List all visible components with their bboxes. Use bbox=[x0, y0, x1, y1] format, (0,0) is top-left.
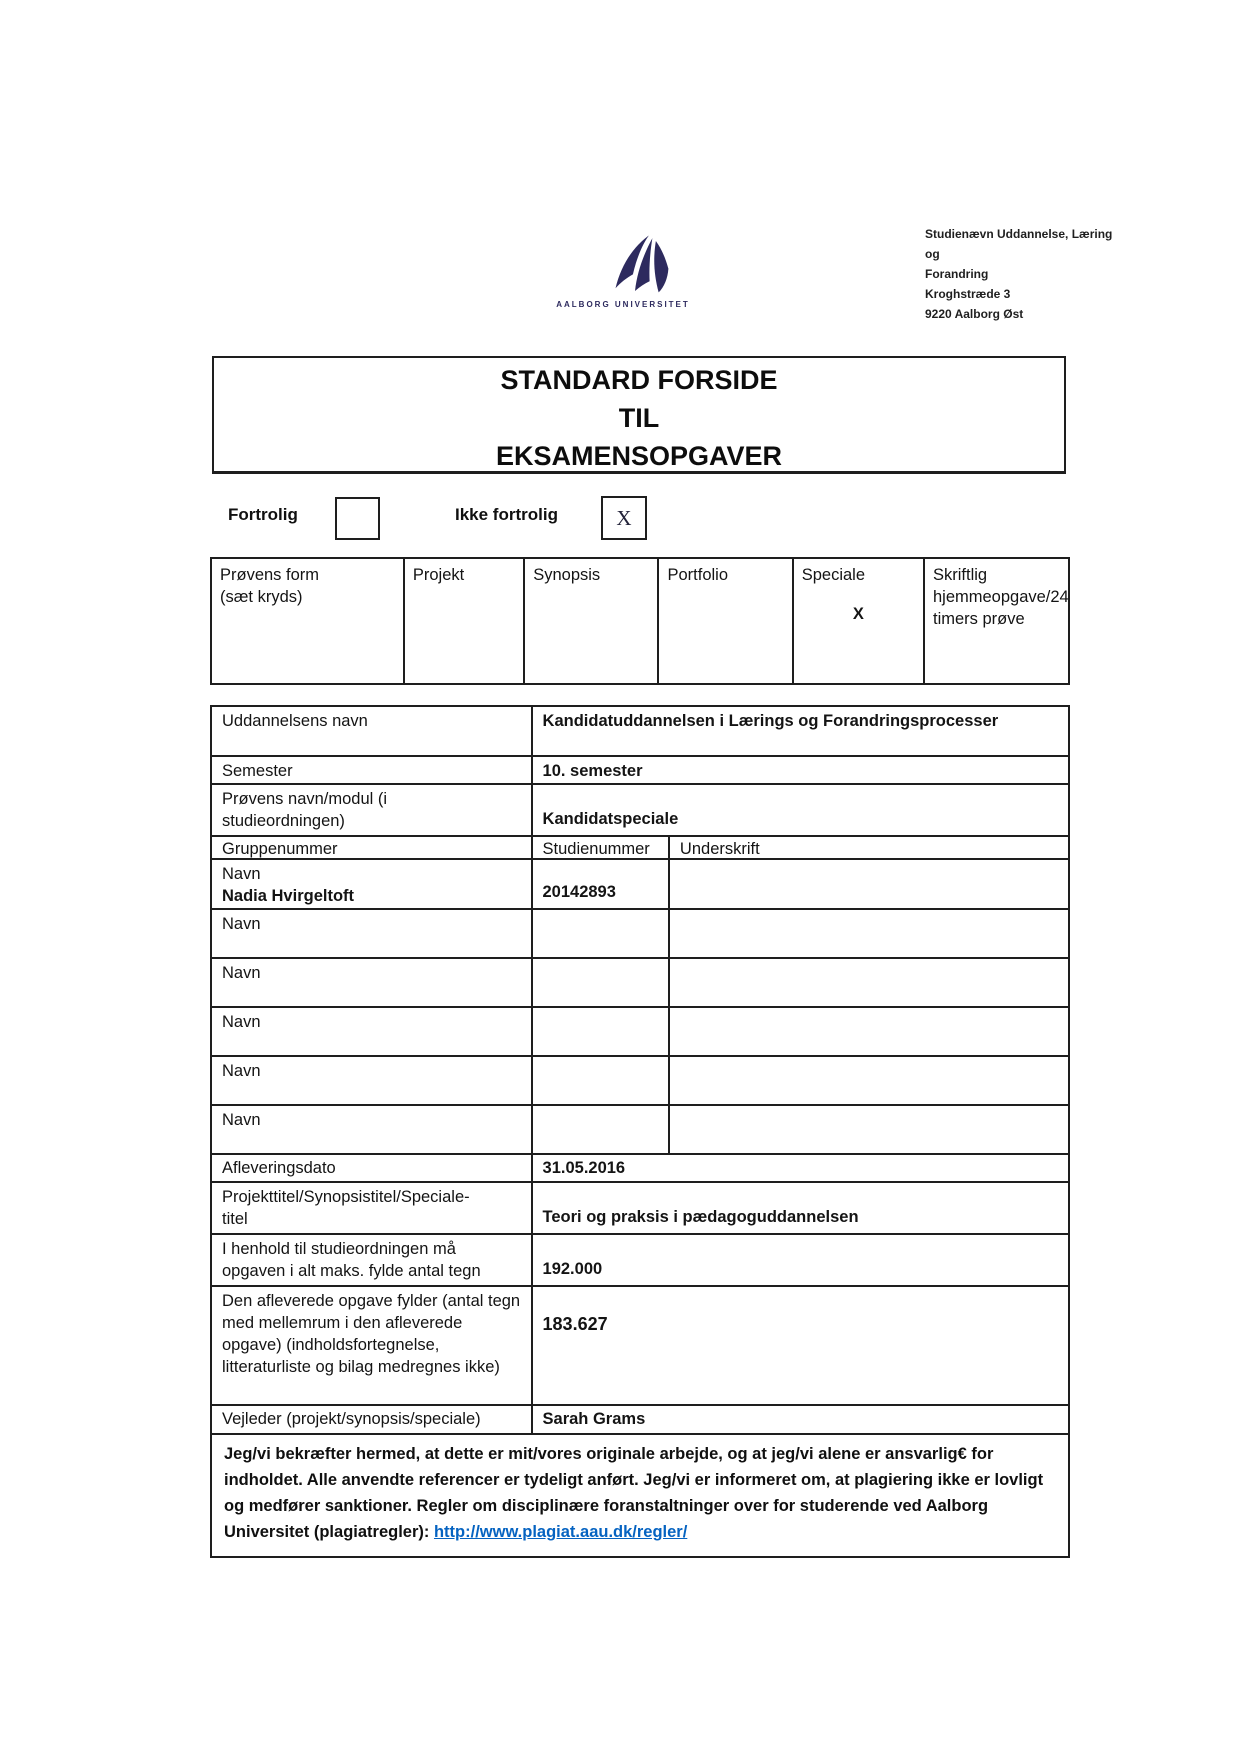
provens-navn-label bbox=[212, 785, 531, 835]
skriftlig-label: Skriftlig hjemmeopgave/24 timers prøve bbox=[932, 566, 1069, 628]
provens-navn-value: Kandidatspeciale bbox=[531, 785, 1068, 835]
row-opgave-fylder bbox=[212, 1287, 1068, 1406]
exam-form-cell-speciale bbox=[792, 559, 923, 683]
address-line-4: 9220 Aalborg Øst bbox=[925, 307, 1024, 321]
underskrift-4-cell bbox=[668, 1008, 1068, 1055]
speciale-label: Speciale bbox=[801, 566, 866, 584]
row-vejleder bbox=[212, 1406, 1068, 1433]
row-maks-tegn bbox=[212, 1235, 1068, 1287]
uddannelsens-navn-label: Uddannelsens navn bbox=[222, 712, 368, 730]
uddannelsens-navn-value: Kandidatuddannelsen i Lærings og Forandringsprocesser bbox=[531, 707, 1068, 755]
navn-6-label: Navn bbox=[222, 1111, 261, 1129]
row-uddannelsens-navn bbox=[212, 707, 1068, 757]
exam-form-header-line-2: (sæt kryds) bbox=[220, 588, 303, 606]
exam-form-cell-synopsis bbox=[523, 559, 657, 683]
exam-form-cell-portfolio bbox=[657, 559, 791, 683]
semester-value: 10. semester bbox=[531, 757, 1068, 783]
afleveringsdato-value: 31.05.2016 bbox=[531, 1155, 1068, 1181]
underskrift-5-cell bbox=[668, 1057, 1068, 1104]
ikke-fortrolig-label: Ikke fortrolig bbox=[455, 505, 558, 524]
form-title-line-1: STANDARD FORSIDE bbox=[500, 365, 778, 395]
form-title-box bbox=[212, 356, 1066, 474]
portfolio-label: Portfolio bbox=[667, 566, 728, 584]
university-name-label: AALBORG UNIVERSITET bbox=[556, 300, 690, 309]
exam-form-cell-skriftlig bbox=[923, 559, 1068, 683]
opgave-fylder-label: Den afleverede opgave fylder (antal tegn med mellemrum i den afleverede opgave) (indholdsfortegnelse, litteraturliste og bilag medregnes ikke) bbox=[222, 1292, 521, 1376]
navn-1-cell bbox=[212, 860, 531, 908]
plagiat-rules-link[interactable]: http://www.plagiat.aau.dk/regler/ bbox=[433, 1523, 688, 1541]
fortrolig-label: Fortrolig bbox=[228, 505, 298, 524]
projekttitel-label-line-1: Projekttitel/Synopsistitel/Speciale- bbox=[222, 1188, 470, 1206]
studienummer-4-cell bbox=[531, 1008, 668, 1055]
row-navn-5 bbox=[212, 1057, 1068, 1106]
row-navn-4 bbox=[212, 1008, 1068, 1057]
underskrift-2-cell bbox=[668, 910, 1068, 957]
declaration-text: Jeg/vi bekræfter hermed, at dette er mit/vores originale arbejde, og at jeg/vi alene er ansvarlig€ for indholdet. Alle anvendte referencer er tydeligt anført. Jeg/vi er informeret om, at plagiering ikke er lovligt og medfører sanktioner. Regler om disciplinære foranstaltninger over for studerende ved Aalborg Universitet (plagiatregler): bbox=[224, 1445, 1044, 1541]
speciale-mark: X bbox=[852, 605, 864, 623]
navn-1-label: Navn bbox=[222, 865, 261, 883]
row-navn-2 bbox=[212, 910, 1068, 959]
row-navn-1 bbox=[212, 860, 1068, 910]
row-semester bbox=[212, 757, 1068, 785]
row-provens-navn bbox=[212, 785, 1068, 837]
exam-form-cell-projekt bbox=[403, 559, 523, 683]
vejleder-value: Sarah Grams bbox=[531, 1406, 1068, 1433]
plagiarism-declaration-box bbox=[210, 1433, 1070, 1558]
exam-form-header-cell bbox=[212, 559, 403, 683]
underskrift-3-cell bbox=[668, 959, 1068, 1006]
department-address bbox=[925, 224, 1125, 324]
exam-form-table bbox=[210, 557, 1070, 685]
projekttitel-value: Teori og praksis i pædagoguddannelsen bbox=[531, 1183, 1068, 1233]
student-name: Nadia Hvirgeltoft bbox=[222, 887, 355, 905]
exam-form-header-line-1: Prøvens form bbox=[220, 566, 320, 584]
fortrolig-checkbox bbox=[335, 497, 380, 540]
address-line-2: Forandring bbox=[925, 267, 989, 281]
ikke-fortrolig-checkbox bbox=[601, 496, 647, 540]
row-navn-6 bbox=[212, 1106, 1068, 1155]
student-number: 20142893 bbox=[531, 860, 668, 908]
row-navn-3 bbox=[212, 959, 1068, 1008]
details-table bbox=[210, 705, 1070, 1435]
navn-5-label: Navn bbox=[222, 1062, 261, 1080]
provens-navn-label-line-1: Prøvens navn/modul (i bbox=[222, 790, 388, 808]
address-line-1: Studienævn Uddannelse, Læring og bbox=[925, 227, 1113, 261]
form-title-line-3: EKSAMENSOPGAVER bbox=[495, 441, 783, 471]
ikke-fortrolig-checkbox-mark: X bbox=[616, 505, 632, 530]
form-title-line-2: TIL bbox=[618, 403, 660, 433]
underskrift-label: Underskrift bbox=[668, 837, 1068, 858]
row-projekttitel bbox=[212, 1183, 1068, 1235]
studienummer-3-cell bbox=[531, 959, 668, 1006]
provens-navn-label-line-2: studieordningen) bbox=[222, 812, 345, 830]
maks-tegn-label: I henhold til studieordningen må opgaven i alt maks. fylde antal tegn bbox=[222, 1240, 481, 1280]
aalborg-university-logo-icon bbox=[600, 234, 670, 298]
projekttitel-label-line-2: titel bbox=[222, 1210, 248, 1228]
opgave-fylder-value: 183.627 bbox=[531, 1287, 1068, 1404]
navn-3-label: Navn bbox=[222, 964, 261, 982]
semester-label: Semester bbox=[222, 762, 293, 780]
synopsis-label: Synopsis bbox=[533, 566, 601, 584]
gruppenummer-label: Gruppenummer bbox=[222, 840, 338, 858]
underskrift-6-cell bbox=[668, 1106, 1068, 1153]
row-afleveringsdato bbox=[212, 1155, 1068, 1183]
navn-4-label: Navn bbox=[222, 1013, 261, 1031]
navn-2-label: Navn bbox=[222, 915, 261, 933]
projekttitel-label bbox=[212, 1183, 531, 1233]
projekt-label: Projekt bbox=[412, 566, 465, 584]
studienummer-5-cell bbox=[531, 1057, 668, 1104]
studienummer-2-cell bbox=[531, 910, 668, 957]
vejleder-label: Vejleder (projekt/synopsis/speciale) bbox=[222, 1410, 481, 1428]
studienummer-label: Studienummer bbox=[531, 837, 668, 858]
studienummer-6-cell bbox=[531, 1106, 668, 1153]
afleveringsdato-label: Afleveringsdato bbox=[222, 1159, 336, 1177]
row-gruppenummer-header bbox=[212, 837, 1068, 860]
underskrift-1-cell bbox=[668, 860, 1068, 908]
address-line-3: Kroghstræde 3 bbox=[925, 287, 1011, 301]
maks-tegn-value: 192.000 bbox=[531, 1235, 1068, 1285]
